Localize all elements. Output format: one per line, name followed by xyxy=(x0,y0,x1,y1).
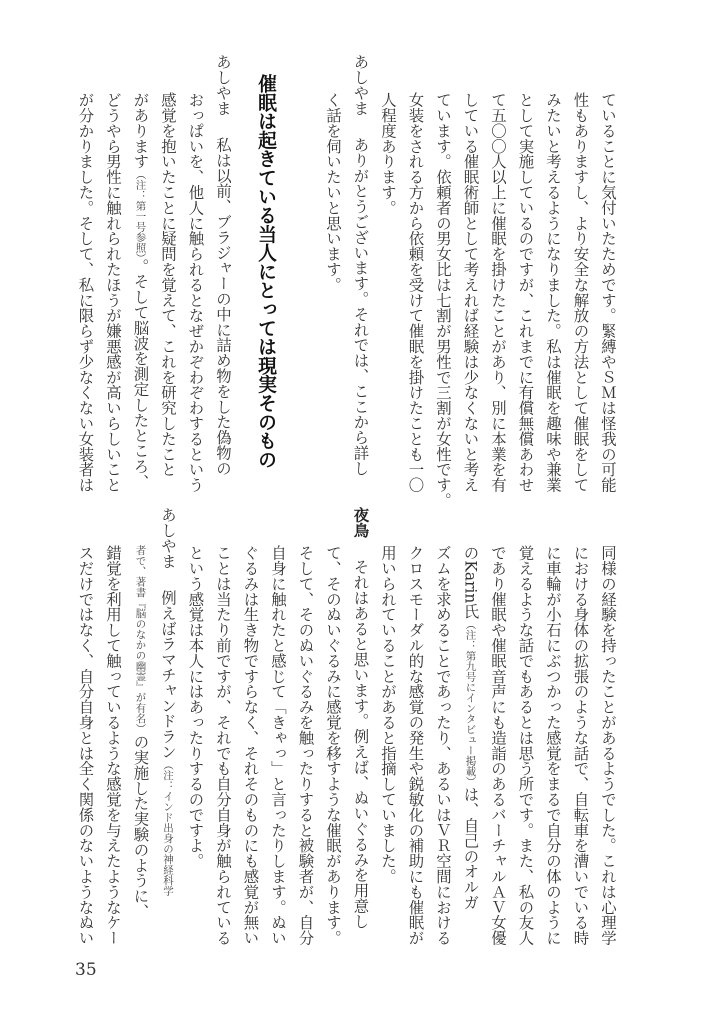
text-column xyxy=(432,92,454,508)
speaker-label: あしやま xyxy=(214,53,232,116)
text-column xyxy=(267,545,289,945)
body-text-segment: ぐるみは生き物ですらなく、それそのものにも感覚が無い xyxy=(241,545,260,946)
body-text-segment: 覚えるような話でもあるとは思う所です。また、私の友人 xyxy=(516,545,535,946)
body-text-segment: ていることに気付いたためです。緊縛やＳＭは怪我の可能 xyxy=(599,92,617,493)
body-text-segment: 人程度あります。 xyxy=(379,92,397,216)
text-column xyxy=(515,545,537,945)
body-text-segment: みたいと考えるようになりました。私は催眠を趣味や兼業 xyxy=(544,92,562,493)
body-text-segment: している催眠術師として考えれば経験は少なくないと考え xyxy=(461,92,480,493)
text-column xyxy=(295,545,317,945)
text-column xyxy=(322,545,344,945)
body-text-segment: ありがとうございます。それでは、ここから詳し xyxy=(351,136,370,476)
speaker-label: あしやま xyxy=(351,53,370,116)
page-number: 35 xyxy=(75,960,97,980)
text-column xyxy=(322,92,344,292)
text-column xyxy=(157,92,179,477)
text-column xyxy=(350,506,372,929)
body-text-segment: 同様の経験を持ったことがあるようでした。これは心理学 xyxy=(599,545,617,946)
text-column xyxy=(432,545,454,945)
text-column xyxy=(102,92,124,492)
body-text-segment: どうやら男性に触れられたほうが嫌悪感が高いらしいこと xyxy=(104,92,122,493)
body-text-segment: それはあると思います。例えば、ぬいぐるみを用意し xyxy=(351,558,370,929)
body-text-segment: として実施しているのですが、これまでに有償無償あわせ xyxy=(516,92,535,493)
body-text-segment: 例えばラマチャンドラン xyxy=(159,589,177,760)
body-text-segment: く話を伺いたいと思います。 xyxy=(324,92,342,293)
text-column xyxy=(570,92,592,492)
text-column xyxy=(597,545,619,945)
text-column xyxy=(460,92,482,492)
text-column xyxy=(212,545,234,945)
text-column xyxy=(185,92,207,492)
annotation-note: （注：第九号にインタビュー掲載） xyxy=(464,618,477,787)
text-column xyxy=(350,53,372,476)
text-column xyxy=(75,545,97,945)
text-column xyxy=(487,92,509,492)
body-text-segment: て、そのぬいぐるみに感覚を移すような催眠があります。 xyxy=(324,545,342,946)
text-column xyxy=(240,545,262,945)
text-column xyxy=(102,545,124,945)
body-text-segment: が分かりました。そして、私に限らず少なくない女装者は xyxy=(76,92,95,493)
text-column xyxy=(405,545,427,945)
text-column xyxy=(377,545,399,884)
body-text-segment: 感覚を抱いたことに疑問を覚えて、これを研究したこと xyxy=(159,92,177,477)
body-text-segment: ズムを求めることであったり、あるいはＶＲ空間における xyxy=(434,545,452,946)
text-column xyxy=(377,92,399,215)
speaker-label: 夜鳥 xyxy=(351,506,370,538)
body-text-segment: に車輪が小石にぶつかった感覚をまるで自分の体のように xyxy=(544,545,562,946)
body-text-segment: スだけではなく、自分自身とは全く関係のないようなぬい xyxy=(76,545,95,946)
text-column xyxy=(130,545,152,919)
body-text-segment: 。そして脳波を測定したところ、 xyxy=(131,258,150,490)
body-text-segment: そして、そのぬいぐるみを触ったりすると被験者が、自分 xyxy=(296,545,315,946)
text-column xyxy=(405,92,427,492)
text-column xyxy=(597,92,619,492)
body-text-segment: おっぱいを、他人に触られるとなぜかぞわぞわするという xyxy=(186,92,205,493)
text-column xyxy=(75,92,97,492)
text-column xyxy=(515,92,537,492)
body-text-segment: ことは当たり前ですが、それでも自分自身が触られている xyxy=(214,545,232,946)
body-text-segment: における身体の拡張のような話で、自転車を漕いでいる時 xyxy=(571,545,590,946)
annotation-note: （注：第一号参照） xyxy=(134,169,147,259)
body-text-segment: 錯覚を利用して触っているような感覚を与えたようなケー xyxy=(104,545,122,946)
body-text-segment: 自身に触れたと感じて「きゃっ」と言ったりします。ぬい xyxy=(269,545,287,946)
text-column xyxy=(570,545,592,945)
body-text-segment: 女装をされる方から依頼を受けて催眠を掛けたことも一〇 xyxy=(406,92,425,493)
body-text-segment: て五〇〇人以上に催眠を掛けたことがあり、別に本業を有 xyxy=(489,92,507,493)
text-column xyxy=(185,545,207,868)
body-text-segment: であり催眠や催眠音声にも造詣のあるバーチャルＡＶ女優 xyxy=(489,545,507,946)
speaker-label: あしやま xyxy=(159,506,177,569)
annotation-note: 者で、著書『脳のなかの幽霊』が有名） xyxy=(134,545,147,734)
text-column xyxy=(487,545,509,945)
body-text-segment: という感覚は本人にはあったりするのですよ。 xyxy=(186,545,205,869)
annotation-note: （注：インド出身の神経科学 xyxy=(162,759,174,896)
body-text-segment: クロスモーダル的な感覚の発生や鋭敏化の補助にも催眠が xyxy=(406,545,425,946)
body-text-segment: の実施した実験のように、 xyxy=(131,734,150,919)
section-heading: 催眠は起きている当人にとっては現実そのもの xyxy=(255,74,276,469)
body-text-segment: 性もありますし、より安全な解放の方法として催眠をして xyxy=(571,92,590,493)
body-text-segment: ています。依頼者の男女比は七割が男性で三割が女性です。 xyxy=(434,92,452,508)
text-column xyxy=(542,545,564,945)
text-column xyxy=(542,92,564,492)
text-column xyxy=(460,545,482,910)
text-column xyxy=(157,506,179,896)
text-column xyxy=(130,92,152,489)
body-text-segment: があります xyxy=(131,92,150,169)
body-text-segment: のKarin氏 xyxy=(461,545,480,619)
body-text-segment: 私は以前、ブラジャーの中に詰め物をした偽物の xyxy=(214,136,232,476)
body-text-segment: 用いられていることがあると指摘していました。 xyxy=(379,545,397,884)
body-text-segment: は、自己のオルガ xyxy=(461,786,480,910)
text-column xyxy=(212,53,234,476)
